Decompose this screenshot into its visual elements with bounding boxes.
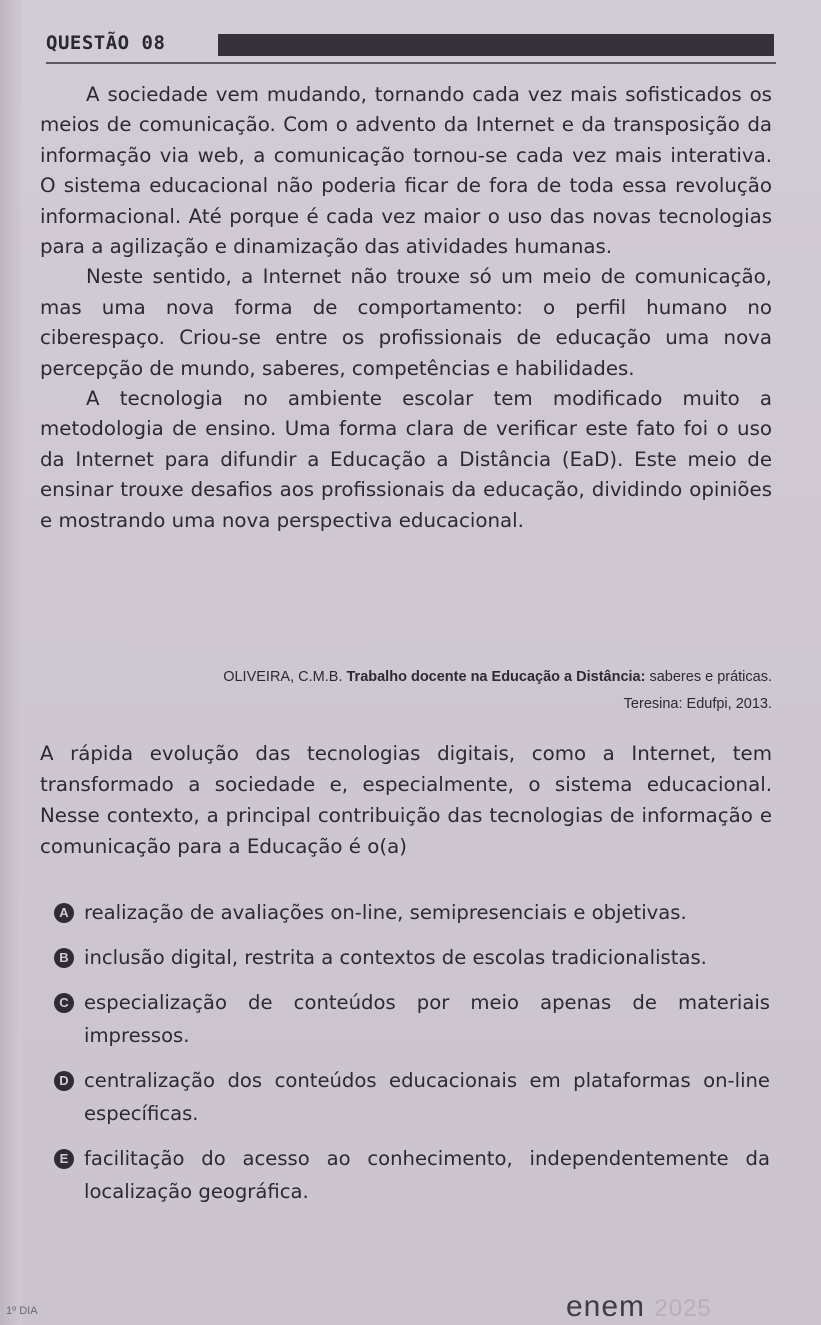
support-text	[40, 80, 772, 536]
option-e-text: facilitação do acesso ao conhecimento, independentemente da localização geográfica.	[84, 1147, 770, 1203]
question-title: QUESTÃO 08	[46, 32, 166, 54]
question-header	[46, 30, 776, 60]
citation-author: OLIVEIRA, C.M.B.	[223, 669, 347, 685]
option-a-text: realização de avaliações on-line, semipresenciais e objetivas.	[84, 901, 687, 924]
enem-logo	[566, 1290, 712, 1324]
page-edge	[0, 0, 22, 1325]
enem-year: 2025	[654, 1295, 712, 1322]
option-d-text: centralização dos conteúdos educacionais em plataformas on-line específicas.	[84, 1069, 770, 1125]
header-bar	[218, 34, 774, 56]
option-a[interactable]	[54, 896, 770, 929]
paragraph-1: A sociedade vem mudando, tornando cada vez mais sofisticados os meios de comunicação. Com o advento da Internet e da transposição da informação via web, a comunicação tornou-se cada vez mais interativa. O sistema educacional não poderia ficar de fora de toda essa revolução informacional. Até porque é cada vez maior o uso das novas tecnologias para a agilização e dinamização das atividades humanas.	[40, 83, 772, 259]
paragraph-2: Neste sentido, a Internet não trouxe só um meio de comunicação, mas uma nova forma de comportamento: o perfil humano no ciberespaço. Criou-se entre os profissionais de educação uma nova percepção de mundo, saberes, competências e habilidades.	[40, 265, 772, 380]
citation-publisher: Teresina: Edufpi, 2013.	[623, 696, 772, 712]
option-c[interactable]	[54, 986, 770, 1052]
citation-subtitle: saberes e práticas.	[645, 669, 772, 685]
option-c-letter-icon: C	[54, 993, 74, 1013]
option-b-text: inclusão digital, restrita a contextos de escolas tradicionalistas.	[84, 946, 707, 969]
option-a-letter-icon: A	[54, 903, 74, 923]
citation-work: Trabalho docente na Educação a Distância:	[346, 669, 646, 685]
option-c-text: especialização de conteúdos por meio apenas de materiais impressos.	[84, 991, 770, 1047]
footer-day: 1º DIA	[6, 1305, 38, 1317]
citation	[40, 664, 772, 718]
option-b-letter-icon: B	[54, 948, 74, 968]
citation-line-1	[40, 664, 772, 691]
answer-options	[54, 896, 770, 1220]
option-d[interactable]	[54, 1064, 770, 1130]
option-b[interactable]	[54, 941, 770, 974]
paragraph-3: A tecnologia no ambiente escolar tem modificado muito a metodologia de ensino. Uma forma clara de verificar este fato foi o uso da Internet para difundir a Educação a Distância (EaD). Este meio de ensinar trouxe desafios aos profissionais da educação, dividindo opiniões e mostrando uma nova perspectiva educacional.	[40, 387, 772, 532]
option-e[interactable]	[54, 1142, 770, 1208]
enem-logo-text: enem	[566, 1290, 646, 1323]
header-rule	[46, 62, 776, 64]
option-e-letter-icon: E	[54, 1149, 74, 1169]
option-d-letter-icon: D	[54, 1071, 74, 1091]
question-stem: A rápida evolução das tecnologias digitais, como a Internet, tem transformado a sociedade e, especialmente, o sistema educacional. Nesse contexto, a principal contribuição das tecnologias de informação e comunicação para a Educação é o(a)	[40, 742, 772, 858]
